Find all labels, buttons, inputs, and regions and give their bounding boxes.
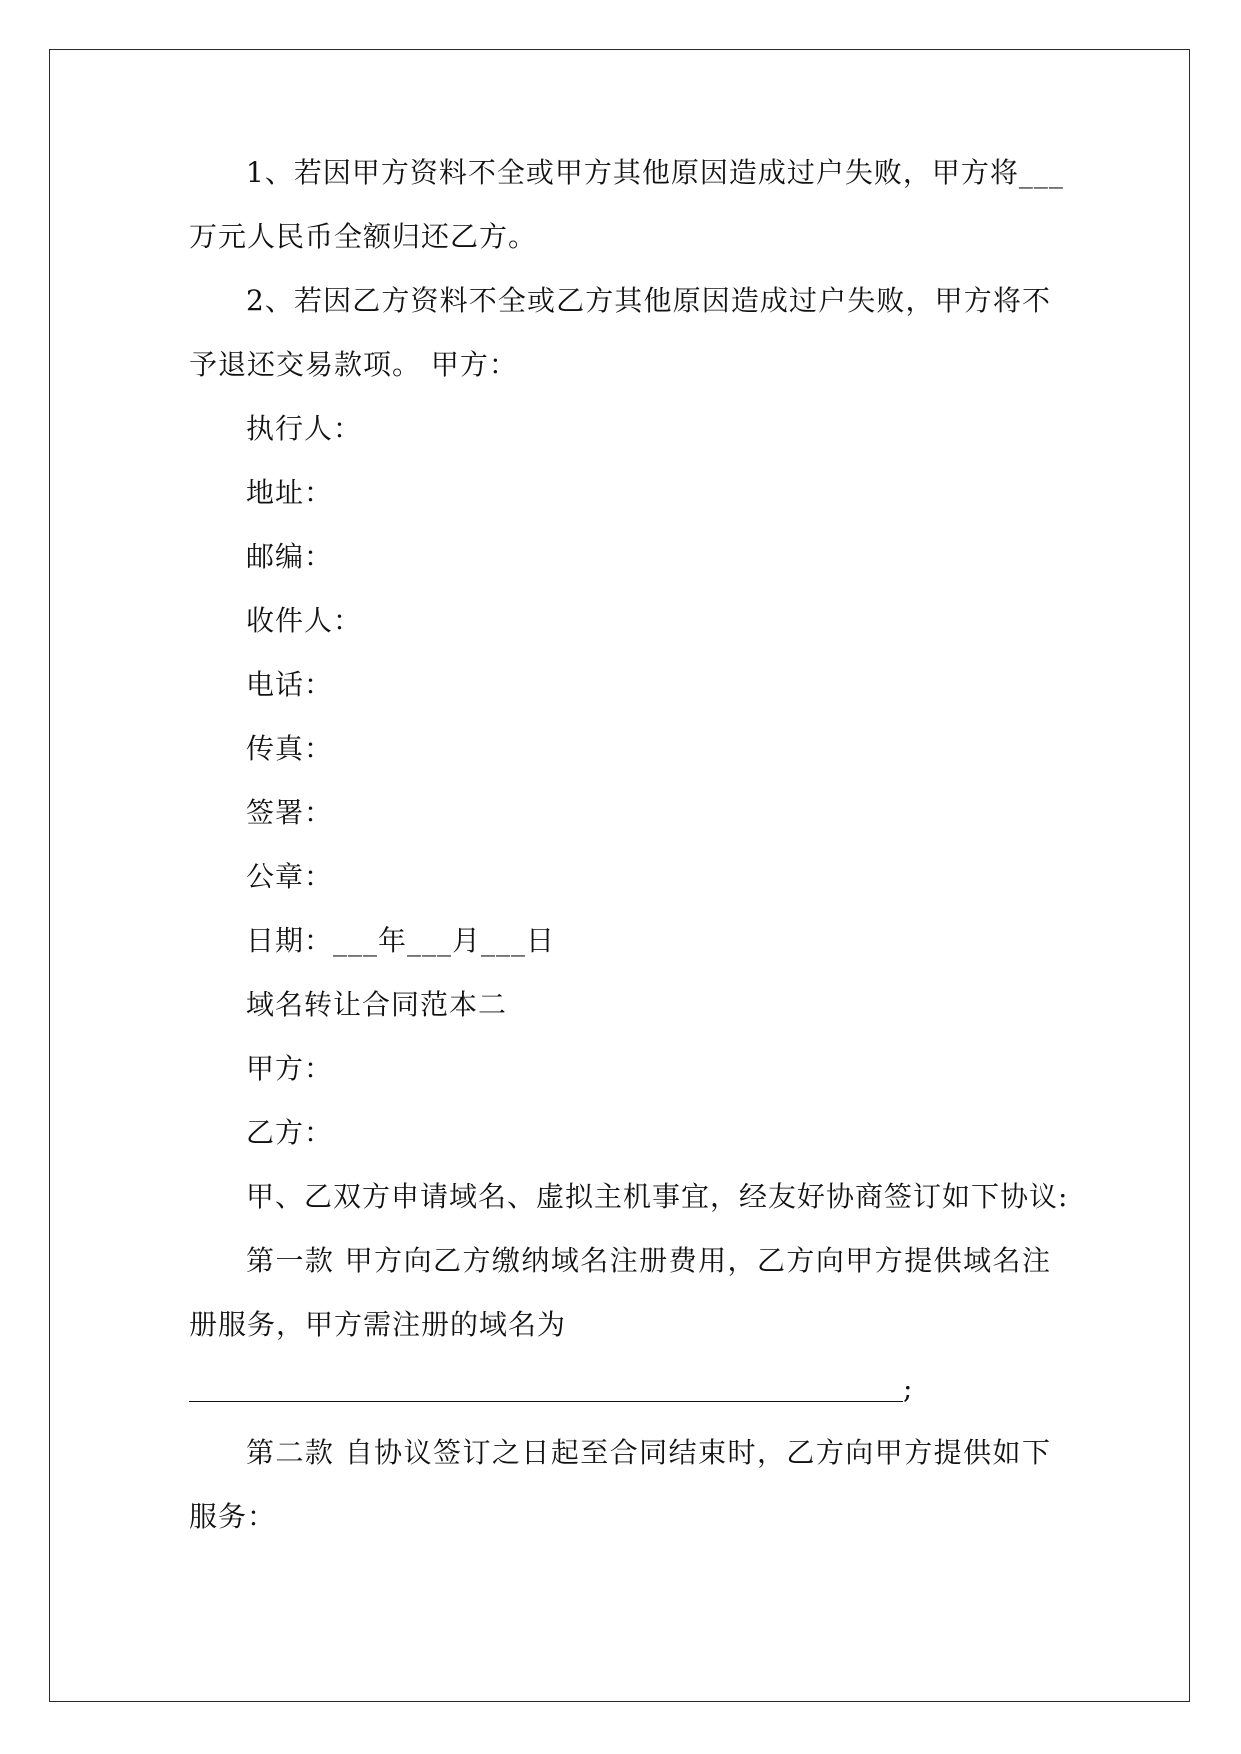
paragraph-1-line-1: 1、若因甲方资料不全或甲方其他原因造成过户失败，甲方将___ xyxy=(246,156,1064,189)
clause-1-line-3-end: ; xyxy=(903,1372,914,1405)
paragraph-1-line-2: 万元人民币全额归还乙方。 xyxy=(189,220,538,253)
field-signature: 签署： xyxy=(246,796,334,829)
blank-underline xyxy=(189,1400,903,1402)
agreement-intro: 甲、乙双方申请域名、虚拟主机事宜，经友好协商签订如下协议: xyxy=(246,1180,1069,1213)
field-executor: 执行人： xyxy=(246,412,363,445)
paragraph-2-line-1: 2、若因乙方资料不全或乙方其他原因造成过户失败，甲方将不 xyxy=(246,284,1051,317)
clause-1-line-1: 第一款 甲方向乙方缴纳域名注册费用，乙方向甲方提供域名注 xyxy=(246,1244,1051,1277)
field-postcode: 邮编： xyxy=(246,540,334,573)
clause-2-line-2: 服务： xyxy=(189,1500,277,1533)
section-title: 域名转让合同范本二 xyxy=(246,988,508,1021)
clause-2-line-1: 第二款 自协议签订之日起至合同结束时，乙方向甲方提供如下 xyxy=(246,1436,1051,1469)
clause-1-line-2: 册服务，甲方需注册的域名为 xyxy=(189,1308,567,1341)
party-a-label: 甲方： xyxy=(246,1052,334,1085)
field-address: 地址： xyxy=(246,476,334,509)
field-seal: 公章： xyxy=(246,860,334,893)
field-fax: 传真： xyxy=(246,732,334,765)
field-recipient: 收件人： xyxy=(246,604,363,637)
field-date: 日期：___年___月___日 xyxy=(246,924,556,957)
paragraph-2-line-2: 予退还交易款项。 甲方： xyxy=(189,348,518,381)
domain-name-blank-line xyxy=(189,1371,913,1407)
party-b-label: 乙方： xyxy=(246,1116,334,1149)
field-phone: 电话： xyxy=(246,668,334,701)
